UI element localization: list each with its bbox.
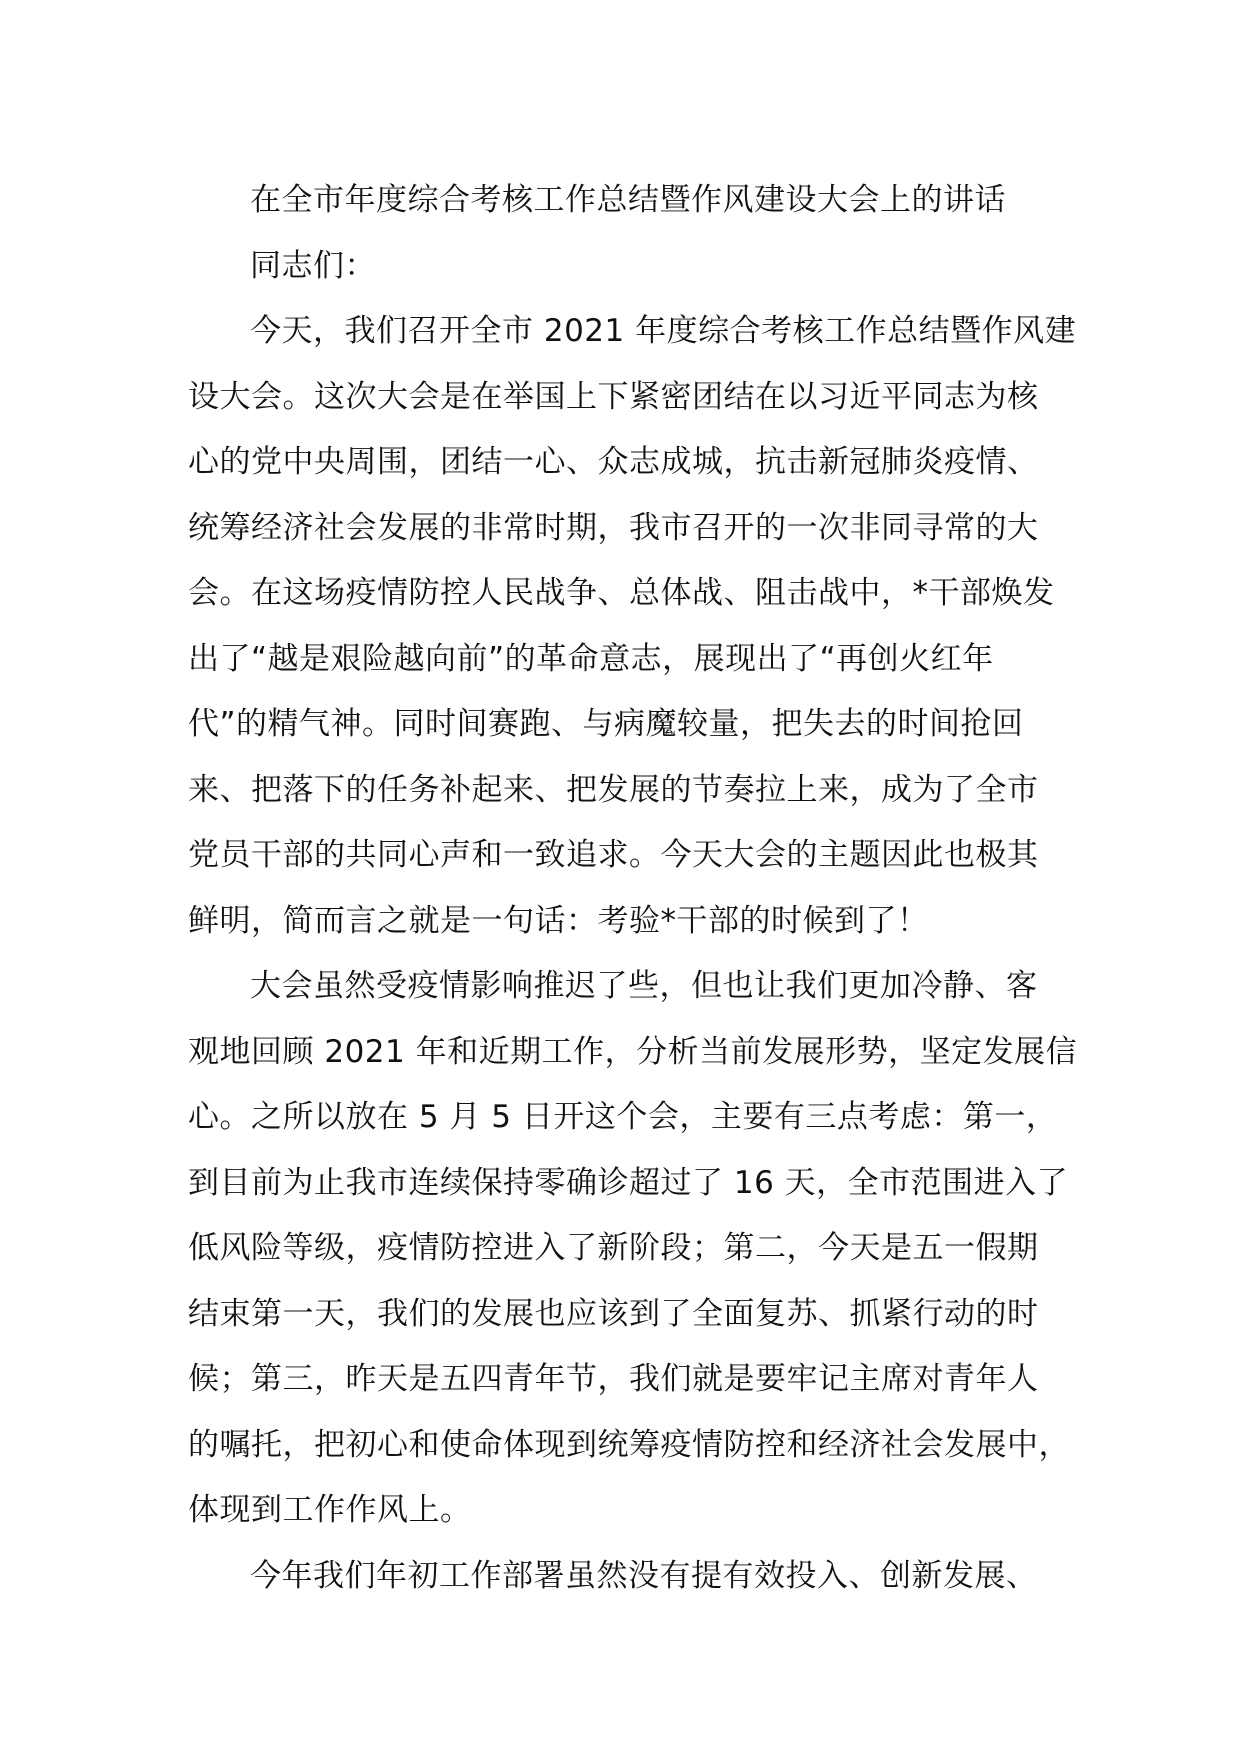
paragraph-line: 到目前为止我市连续保持零确诊超过了 16 天，全市范围进入了	[188, 1164, 1069, 1201]
paragraph-line: 候；第三，昨天是五四青年节，我们就是要牢记主席对青年人	[188, 1361, 1039, 1397]
paragraph-line: 低风险等级，疫情防控进入了新阶段；第二，今天是五一假期	[188, 1230, 1039, 1266]
paragraph-line: 党员干部的共同心声和一致追求。今天大会的主题因此也极其	[188, 837, 1039, 873]
paragraph-line: 代”的精气神。同时间赛跑、与病魔较量，把失去的时间抢回	[188, 706, 1024, 742]
paragraph-line: 会。在这场疫情防控人民战争、总体战、阻击战中，*干部焕发	[188, 575, 1055, 611]
paragraph-line: 观地回顾 2021 年和近期工作，分析当前发展形势，坚定发展信	[188, 1033, 1078, 1070]
paragraph-line: 大会虽然受疫情影响推迟了些，但也让我们更加冷静、客	[250, 968, 1038, 1004]
paragraph-line: 的嘱托，把初心和使命体现到统筹疫情防控和经济社会发展中，	[188, 1426, 1070, 1463]
paragraph-line: 出了“越是艰险越向前”的革命意志，展现出了“再创火红年	[188, 640, 994, 677]
paragraph-line: 设大会。这次大会是在举国上下紧密团结在以习近平同志为核	[188, 378, 1039, 415]
paragraph-3	[188, 1544, 1068, 1610]
paragraph-line: 今年我们年初工作部署虽然没有提有效投入、创新发展、	[250, 1557, 1038, 1594]
paragraph-line: 心的党中央周围，团结一心、众志成城，抗击新冠肺炎疫情、	[188, 444, 1039, 480]
document-body	[188, 168, 1078, 1609]
paragraph-line: 今天，我们召开全市 2021 年度综合考核工作总结暨作风建	[250, 313, 1077, 349]
paragraph-line: 鲜明，简而言之就是一句话：考验*干部的时候到了！	[188, 902, 929, 939]
paragraph-line: 统筹经济社会发展的非常时期，我市召开的一次非同寻常的大	[188, 509, 1039, 546]
paragraph-line: 心。之所以放在 5 月 5 日开这个会，主要有三点考虑：第一，	[188, 1099, 1058, 1135]
paragraph-line: 来、把落下的任务补起来、把发展的节奏拉上来，成为了全市	[188, 771, 1039, 808]
paragraph-line: 结束第一天，我们的发展也应该到了全面复苏、抓紧行动的时	[188, 1295, 1039, 1332]
paragraph-2	[188, 954, 1078, 1544]
document-title: 在全市年度综合考核工作总结暨作风建设大会上的讲话	[250, 182, 1006, 218]
paragraph-1	[188, 299, 1077, 954]
paragraph-line: 体现到工作作风上。	[188, 1492, 472, 1528]
salutation: 同志们：	[250, 247, 376, 284]
